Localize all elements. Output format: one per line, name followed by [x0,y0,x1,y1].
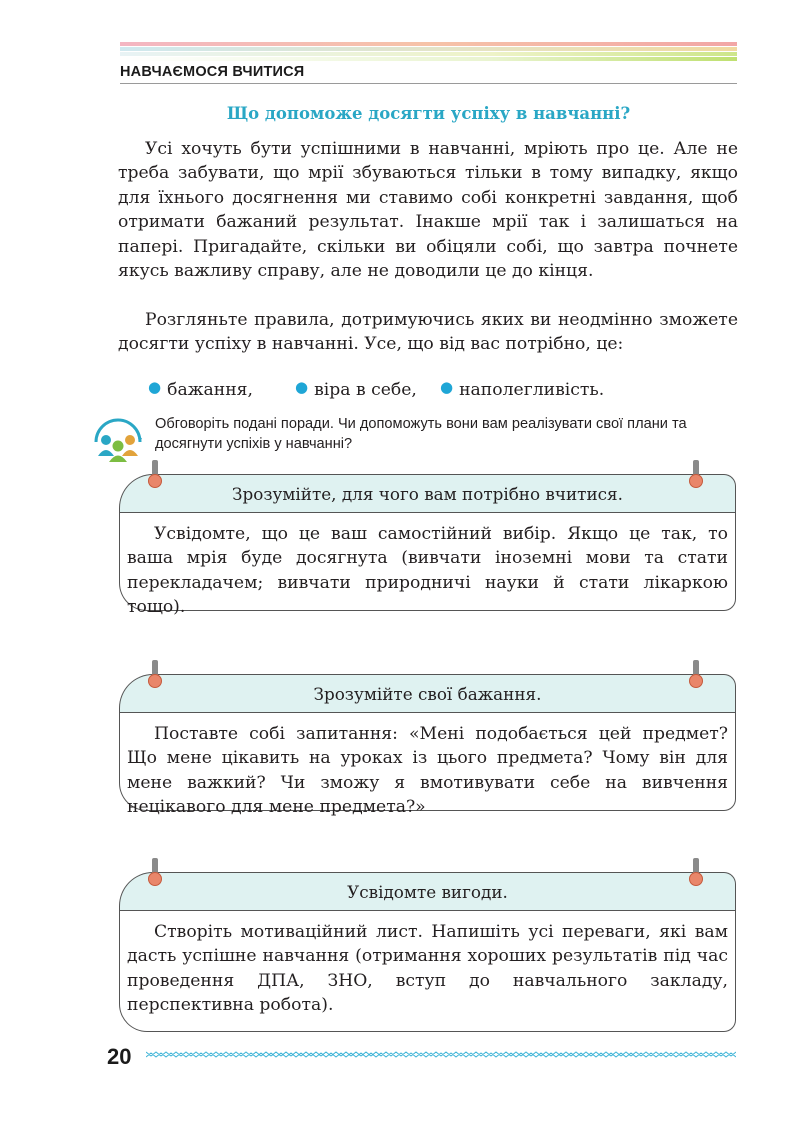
section-divider [120,83,737,84]
pin-icon [689,660,703,690]
bullet-item: ● наполегливість. [440,378,605,400]
discussion-prompt: Обговоріть подані поради. Чи допоможуть вони вам реалізувати свої плани та досягнути успіхів у навчанні? [155,416,687,452]
pin-icon [689,858,703,888]
tip-card-text: Поставте собі запитання: «Мені подобається цей предмет? Що мене цікавить на уроках із цього предмета? Чому він для мене важкий? Чи зможу я вмотивувати себе на вивчення нецікавого для мене предмета?» [127,724,728,818]
discussion-group-icon [92,416,144,462]
rules-paragraph: Розгляньте правила, дотримуючись яких ви неодмінно зможете досягти успіху в навчанні. Усе, що від вас потрібно, це: [118,310,738,355]
zigzag-ornament [146,1050,736,1062]
bullet-item: ● віра в себе, [295,378,417,400]
bullet-item: ● бажання, [148,378,253,400]
page-number: 20 [107,1044,132,1069]
bullet-dot-icon: ● [148,378,162,396]
tip-card-title: Усвідомте вигоди. [347,882,508,902]
tip-card-body [119,910,736,1032]
bullet-dot-icon: ● [440,378,454,396]
tip-card-body [119,712,736,818]
tip-card-title: Зрозумійте свої бажання. [313,684,542,704]
pin-icon [689,460,703,490]
tip-card-text: Створіть мотиваційний лист. Напишіть усі переваги, які вам дасть успішне навчання (отримання хороших результатів під час проведення ДПА, ЗНО, вступ до навчального закладу, перспективна робота). [127,922,728,1016]
pin-icon [148,460,162,490]
intro-paragraph: Усі хочуть бути успішними в навчанні, мріють про це. Але не треба забувати, що мрії збуваються тільки в тому випадку, якщо для їхнього досягнення ми ставимо собі конкретні завдання, щоб отримати бажаний результат. Інакше мрії так і залишаться на папері. Пригадайте, скільки ви обіцяли собі, що завтра почнете якусь важливу справу, але не доводили це до кінця. [118,139,738,282]
pin-icon [148,660,162,690]
section-title: НАВЧАЄМОСЯ ВЧИТИСЯ [120,64,305,80]
tip-card-title: Зрозумійте, для чого вам потрібно вчитися. [232,484,623,504]
tip-card-body [119,512,736,618]
page-heading: Що допоможе досягти успіху в навчанні? [226,104,631,123]
tip-card-text: Усвідомте, що це ваш самостійний вибір. Якщо це так, то ваша мрія буде досягнута (вивчати іноземні мови та стати перекладачем; вивчати природничі науки й стати лікаркою тощо). [127,524,728,618]
header-stripes [120,42,737,62]
bullet-dot-icon: ● [295,378,309,396]
pin-icon [148,858,162,888]
